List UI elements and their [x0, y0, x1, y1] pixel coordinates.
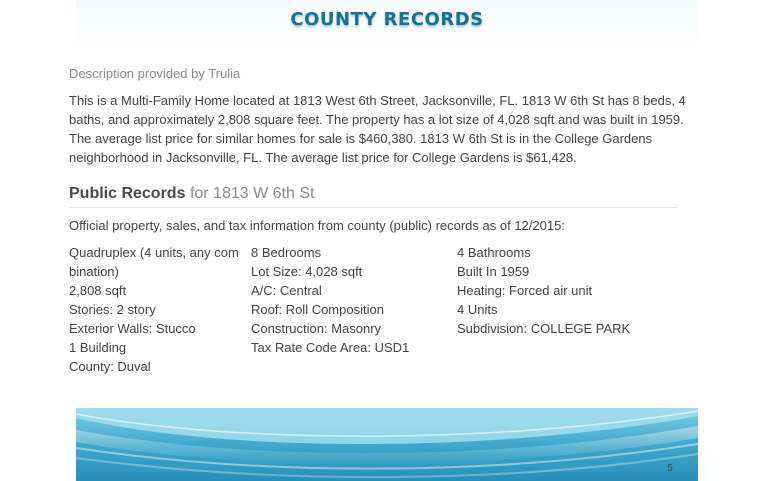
- record-item: Subdivision: COLLEGE PARK: [457, 321, 631, 336]
- record-item: 1 Building: [69, 340, 127, 355]
- record-item: Stories: 2 story: [69, 302, 156, 317]
- public-records-address: for 1813 W 6th St: [189, 185, 315, 202]
- description-heading: Description provided by Trulia: [69, 66, 241, 81]
- record-item: Lot Size: 4,028 sqft: [251, 264, 363, 279]
- record-item: Exterior Walls: Stucco: [69, 321, 196, 336]
- record-item: 8 Bedrooms: [251, 245, 322, 260]
- public-records-intro: Official property, sales, and tax information from county (public) records as of 12/2015:: [69, 218, 565, 233]
- record-item: Built In 1959: [457, 264, 530, 279]
- public-records-heading: [69, 185, 677, 208]
- slide-title: COUNTY RECORDS: [290, 9, 484, 30]
- record-item: A/C: Central: [251, 283, 322, 298]
- records-column-3: [457, 243, 677, 338]
- record-item: Heating: Forced air unit: [457, 283, 593, 298]
- records-grid: [69, 243, 698, 383]
- record-item: 4 Units: [457, 302, 498, 317]
- page-number: 5: [667, 463, 673, 474]
- records-column-1: [69, 243, 241, 376]
- record-item: Roof: Roll Composition: [251, 302, 384, 317]
- public-records-title: Public Records: [69, 185, 186, 202]
- record-item: Construction: Masonry: [251, 321, 382, 336]
- record-item: 4 Bathrooms: [457, 245, 531, 260]
- records-column-2: [251, 243, 451, 357]
- wave-footer: [76, 408, 698, 481]
- record-item: Tax Rate Code Area: USD1: [251, 340, 410, 355]
- record-item: bination): [69, 264, 119, 279]
- record-item: 2,808 sqft: [69, 283, 127, 298]
- record-item: Quadruplex (4 units, any com: [69, 245, 239, 260]
- wave-graphic: [76, 408, 698, 481]
- property-details: [69, 60, 698, 383]
- record-item: County: Duval: [69, 359, 151, 374]
- description-body: This is a Multi-Family Home located at 1813 West 6th Street, Jacksonville, FL. 1813 W 6th St has 8 beds, 4 baths, and approximately 2,808 square feet. The property has a lot size of 4,028 sqft and was built in 1959. The average list price for similar homes for sale is $460,380. 1813 W 6th St is in the College Gardens neighborhood in Jacksonville, FL. The average list price for College Gardens is $61,428.: [69, 93, 686, 165]
